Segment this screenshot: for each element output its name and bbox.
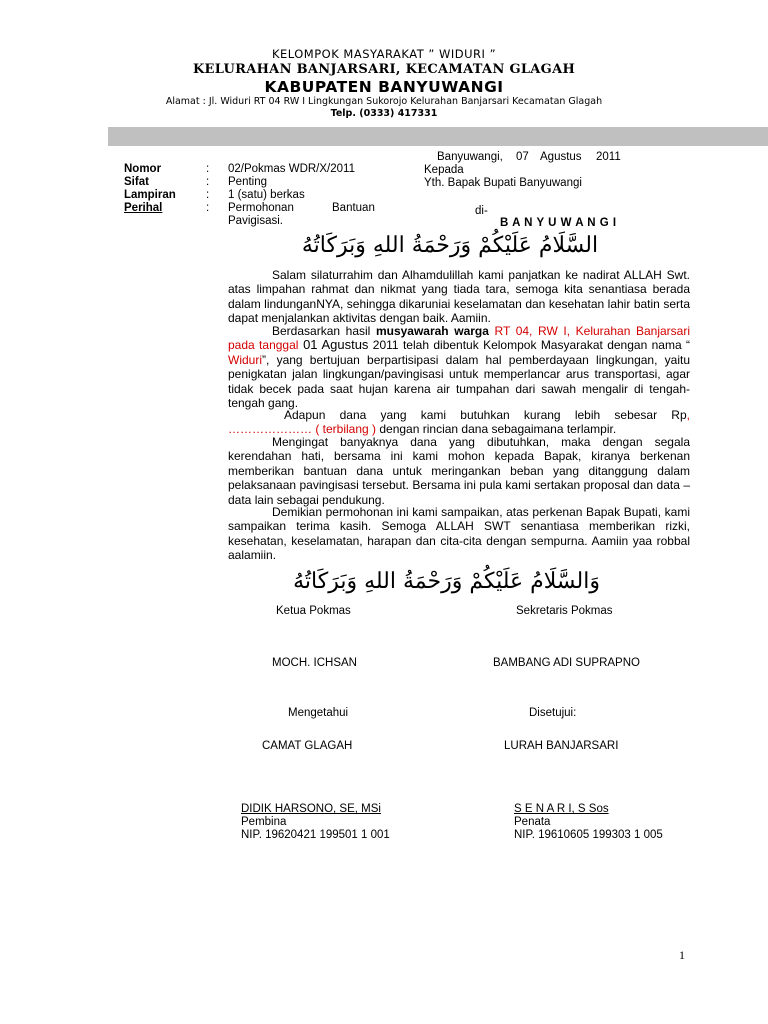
sifat-label: Sifat — [124, 176, 149, 188]
recipient-city: B A N Y U W A N G I — [500, 217, 617, 229]
perihal-value-3: Pavigisasi. — [228, 215, 283, 227]
lampiran-colon: : — [206, 189, 210, 201]
org-district-line: KELURAHAN BANJARSARI, KECAMATAN GLAGAH — [192, 62, 576, 77]
perihal-colon: : — [206, 202, 210, 214]
ketua-name: MOCH. ICHSAN — [272, 657, 357, 669]
nomor-colon: : — [206, 163, 210, 175]
body-paragraph-1-text: Salam silaturrahim dan Alhamdulillah kami panjatkan ke nadirat ALLAH Swt. atas limpahan rahmat dan nikmat yang tiada tara, semoga kita senantiasa berada dalam lindunganNYA, sehingga dikaruniai keselamatan dan kesehatan lahir batin serta dapat menjalankan aktivitas dengan baik. Aamiin. — [228, 268, 690, 326]
recipient-name: Yth. Bapak Bupati Banyuwangi — [424, 177, 582, 189]
lurah-name: S E N A R I, S Sos — [514, 803, 609, 815]
lurah-title: LURAH BANJARSARI — [504, 740, 619, 752]
sifat-colon: : — [206, 176, 210, 188]
camat-rank: Pembina — [241, 816, 287, 828]
p3-amount: , ………………… ( terbilang ) — [228, 408, 690, 437]
p2-e: 2011 telah dibentuk Kelompok Masyarakat dengan nama “ — [368, 338, 690, 353]
kepada-label: Kepada — [424, 164, 464, 176]
arabic-salutation-closing: وَالسَّلَامُ عَلَيْكُمْ وَرَحْمَةُ اللهِ وَبَرَكَاتُهُ — [293, 569, 600, 594]
place-date-year: 2011 — [596, 151, 621, 163]
p2-g: ”, yang bertujuan berpartisipasi dalam hal pemberdayaan lingkungan, yaitu penigkatan jalan lingkungan/pavingisasi untuk memperlancar arus transportasi, agar tidak becek pada saat hujan karena air tumpahan dari sawah mengalir di tengah-tengah gang. — [228, 352, 690, 411]
perihal-value-2: Bantuan — [332, 202, 375, 214]
body-paragraph-4-text: Mengingat banyaknya dana yang dibutuhkan, maka dengan segala kerendahan hati, bersama ini kami mohon kepada Bapak, kiranya berkenan memberikan bantuan dana untuk meringankan beban yang ditanggung dalam pelaksanaan pavingisasi tersebut. Bersama ini pula kami sertakan proposal dan data – data lain sebagai pendukung. — [228, 435, 690, 507]
di-label: di- — [475, 205, 488, 217]
p3-c: dengan rincian dana sebagaimana terlampir. — [379, 422, 617, 437]
lurah-rank: Penata — [514, 816, 551, 828]
nomor-label: Nomor — [124, 163, 162, 175]
perihal-label: Perihal — [124, 202, 163, 214]
sekretaris-title: Sekretaris Pokmas — [516, 605, 613, 617]
org-address: Alamat : Jl. Widuri RT 04 RW I Lingkungan Sukorojo Kelurahan Banjarsari Kecamatan Glagah — [165, 96, 603, 107]
place-date-month: Agustus — [540, 151, 582, 163]
lampiran-label: Lampiran — [124, 189, 176, 201]
camat-nip: NIP. 19620421 199501 1 001 — [241, 829, 390, 841]
p2-group-name: Widuri — [228, 352, 263, 367]
p2-highlight: musyawarah warga — [375, 324, 489, 338]
nomor-value: 02/Pokmas WDR/X/2011 — [228, 163, 355, 175]
sifat-value: Penting — [228, 176, 268, 188]
p3-a: Adapun dana yang kami butuhkan kurang lebih sebesar Rp — [284, 408, 687, 422]
mengetahui-label: Mengetahui — [288, 707, 349, 719]
ketua-title: Ketua Pokmas — [276, 605, 351, 617]
body-paragraph-3 — [228, 408, 690, 437]
page-number: 1 — [679, 948, 685, 962]
header-divider-bar — [108, 127, 768, 146]
body-paragraph-1 — [228, 268, 690, 326]
p2-date: 01 Agustus — [298, 337, 369, 353]
body-paragraph-4 — [228, 435, 690, 507]
body-paragraph-5-text: Demikian permohonan ini kami sampaikan, atas perkenan Bapak Bupati, kami sampaikan terima kasih. Semoga ALLAH SWT senantiasa memberikan rizki, kesehatan, keselamatan, harapan dan cita-cita dengan sempurna. Aamiin yaa robbal aalamiin. — [228, 505, 690, 563]
place-date-city: Banyuwangi, — [437, 151, 503, 163]
body-paragraph-5 — [228, 505, 690, 563]
org-phone: Telp. (0333) 417331 — [330, 108, 438, 119]
lurah-nip: NIP. 19610605 199303 1 005 — [514, 829, 663, 841]
org-regency-line: KABUPATEN BANYUWANGI — [264, 78, 504, 96]
arabic-salutation-opening: السَّلَامُ عَلَيْكُمْ وَرَحْمَةُ اللهِ وَبَرَكَاتُهُ — [301, 233, 599, 258]
lampiran-value: 1 (satu) berkas — [228, 189, 305, 201]
perihal-value-1: Permohonan — [228, 202, 294, 214]
camat-name: DIDIK HARSONO, SE, MSi — [241, 803, 381, 815]
p2-location: RT 04, RW I, Kelurahan Banjarsari pada tanggal — [228, 324, 690, 353]
sekretaris-name: BAMBANG ADI SUPRAPNO — [493, 657, 640, 669]
p2-a: Berdasarkan hasil — [272, 324, 376, 338]
body-paragraph-2 — [228, 324, 690, 410]
camat-title: CAMAT GLAGAH — [262, 740, 353, 752]
disetujui-label: Disetujui: — [529, 707, 577, 719]
place-date-day: 07 — [516, 151, 529, 163]
org-name-line: KELOMPOK MASYARAKAT ” WIDURI ” — [271, 47, 497, 61]
